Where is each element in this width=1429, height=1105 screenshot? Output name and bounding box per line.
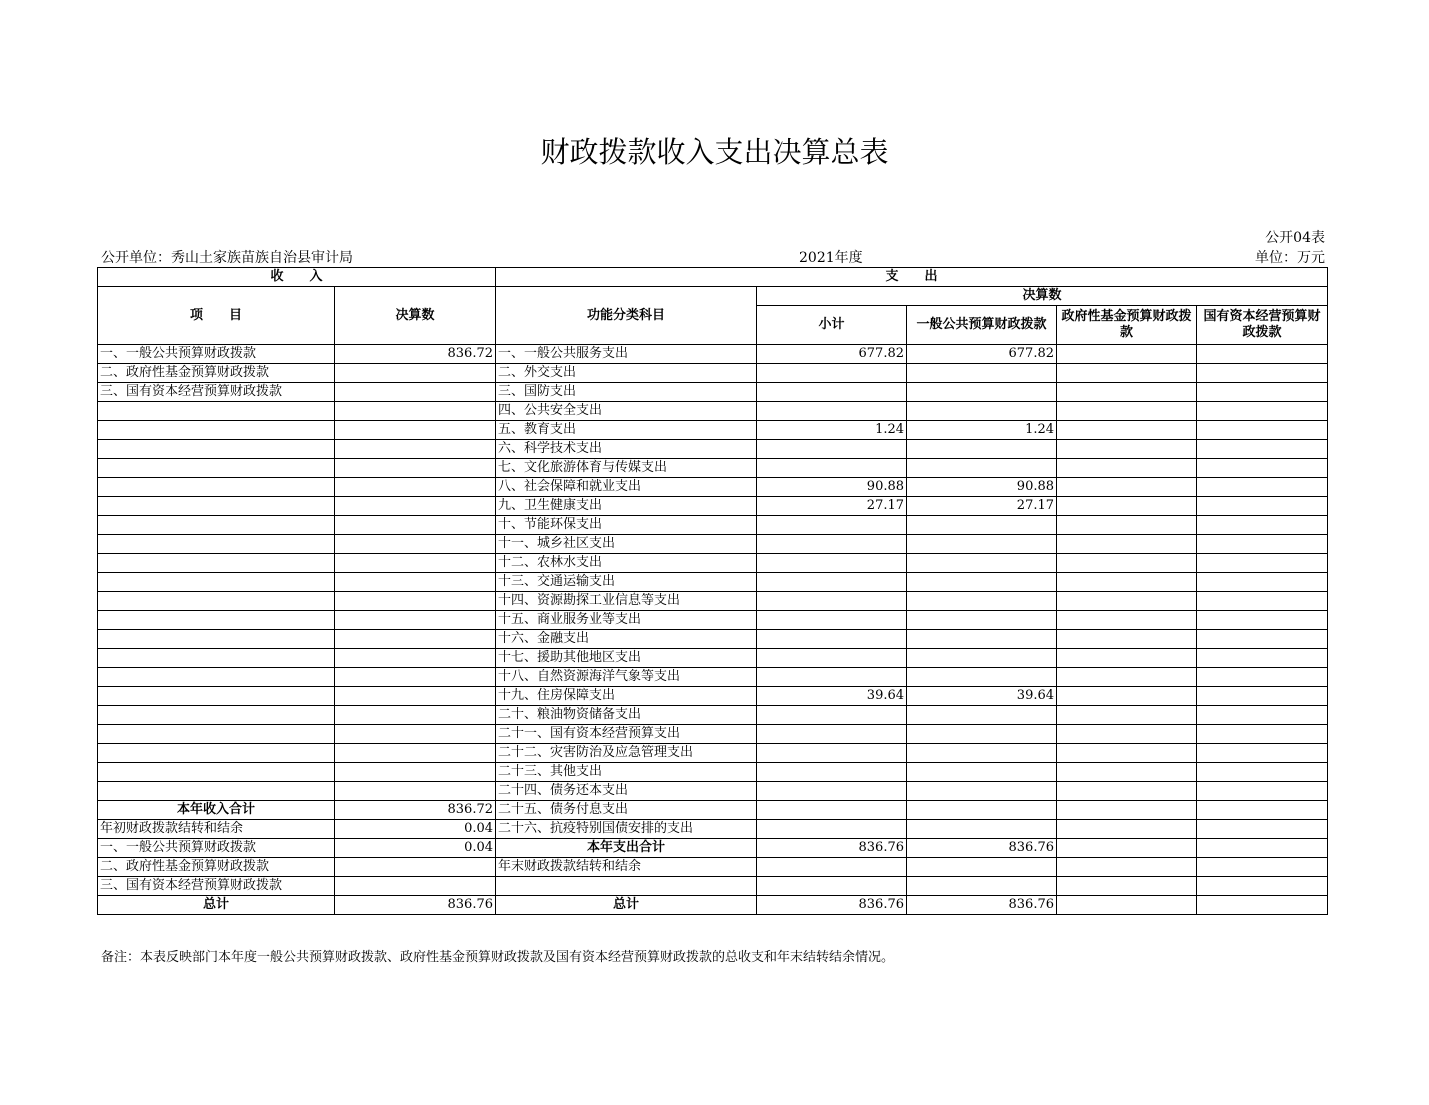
state-capital-cell — [1197, 668, 1328, 687]
table-row — [98, 573, 1328, 592]
expense-item-cell: 二十五、债务付息支出 — [496, 801, 757, 820]
table-row — [98, 364, 1328, 383]
state-capital-cell — [1197, 877, 1328, 896]
general-budget-cell — [907, 763, 1057, 782]
fund-budget-cell — [1057, 839, 1197, 858]
expense-item-cell: 四、公共安全支出 — [496, 402, 757, 421]
general-budget-cell: 90.88 — [907, 478, 1057, 497]
income-amount-cell — [335, 421, 496, 440]
expense-item-cell: 二十二、灾害防治及应急管理支出 — [496, 744, 757, 763]
state-capital-cell — [1197, 896, 1328, 915]
table-row — [98, 668, 1328, 687]
income-item-cell — [98, 554, 335, 573]
general-budget-cell — [907, 364, 1057, 383]
fund-budget-cell — [1057, 801, 1197, 820]
income-item-cell — [98, 516, 335, 535]
fund-budget-cell — [1057, 573, 1197, 592]
subtotal-cell — [757, 668, 907, 687]
general-budget-cell: 39.64 — [907, 687, 1057, 706]
state-capital-cell — [1197, 763, 1328, 782]
amount-group-header: 决算数 — [757, 287, 1328, 306]
general-budget-cell — [907, 801, 1057, 820]
state-capital-cell — [1197, 383, 1328, 402]
subtotal-cell — [757, 554, 907, 573]
income-amount-cell: 836.72 — [335, 801, 496, 820]
general-budget-cell — [907, 402, 1057, 421]
income-amount-cell — [335, 763, 496, 782]
general-budget-cell — [907, 554, 1057, 573]
expense-item-cell: 十五、商业服务业等支出 — [496, 611, 757, 630]
table-row — [98, 744, 1328, 763]
subtotal-cell — [757, 725, 907, 744]
expense-item-cell: 十八、自然资源海洋气象等支出 — [496, 668, 757, 687]
state-capital-cell — [1197, 516, 1328, 535]
expense-item-cell: 二十三、其他支出 — [496, 763, 757, 782]
state-capital-cell — [1197, 858, 1328, 877]
subtotal-cell — [757, 459, 907, 478]
state-capital-cell — [1197, 592, 1328, 611]
income-amount-cell — [335, 554, 496, 573]
income-amount-cell — [335, 535, 496, 554]
state-capital-cell — [1197, 535, 1328, 554]
general-budget-cell — [907, 668, 1057, 687]
income-item-cell: 一、一般公共预算财政拨款 — [98, 345, 335, 364]
general-budget-cell — [907, 573, 1057, 592]
state-capital-cell — [1197, 649, 1328, 668]
general-budget-cell — [907, 820, 1057, 839]
income-item-cell: 三、国有资本经营预算财政拨款 — [98, 877, 335, 896]
subtotal-cell — [757, 649, 907, 668]
state-capital-cell — [1197, 402, 1328, 421]
general-budget-cell: 836.76 — [907, 896, 1057, 915]
general-budget-cell — [907, 877, 1057, 896]
table-row — [98, 801, 1328, 820]
income-amount-cell — [335, 744, 496, 763]
table-row — [98, 383, 1328, 402]
general-budget-header: 一般公共预算财政拨款 — [907, 306, 1057, 345]
income-amount-cell — [335, 459, 496, 478]
subtotal-cell — [757, 402, 907, 421]
income-amount-cell — [335, 630, 496, 649]
table-row — [98, 497, 1328, 516]
general-budget-cell — [907, 440, 1057, 459]
subtotal-cell — [757, 744, 907, 763]
table-row — [98, 896, 1328, 915]
footnote: 备注：本表反映部门本年度一般公共预算财政拨款、政府性基金预算财政拨款及国有资本经营预算财政拨款的总收支和年末结转结余情况。 — [101, 950, 895, 965]
fund-budget-cell — [1057, 421, 1197, 440]
general-budget-cell: 677.82 — [907, 345, 1057, 364]
income-item-cell — [98, 573, 335, 592]
income-amount-cell — [335, 497, 496, 516]
income-item-cell — [98, 611, 335, 630]
subtotal-cell — [757, 877, 907, 896]
general-budget-cell — [907, 649, 1057, 668]
expense-header: 支 出 — [496, 268, 1328, 287]
table-row — [98, 611, 1328, 630]
income-amount-cell — [335, 383, 496, 402]
table-row — [98, 459, 1328, 478]
subtotal-cell: 1.24 — [757, 421, 907, 440]
expense-item-cell: 十二、农林水支出 — [496, 554, 757, 573]
table-row — [98, 421, 1328, 440]
table-row — [98, 402, 1328, 421]
income-amount-cell: 836.72 — [335, 345, 496, 364]
income-amount-cell — [335, 782, 496, 801]
fund-budget-cell — [1057, 763, 1197, 782]
state-capital-cell — [1197, 725, 1328, 744]
table-row — [98, 877, 1328, 896]
fund-budget-cell — [1057, 402, 1197, 421]
subtotal-cell: 677.82 — [757, 345, 907, 364]
state-capital-cell — [1197, 687, 1328, 706]
subtotal-cell: 27.17 — [757, 497, 907, 516]
fund-budget-cell — [1057, 497, 1197, 516]
income-item-cell — [98, 763, 335, 782]
income-amount-cell — [335, 573, 496, 592]
income-amount-cell — [335, 668, 496, 687]
income-amount-cell — [335, 440, 496, 459]
income-item-cell — [98, 497, 335, 516]
table-row — [98, 725, 1328, 744]
expense-item-cell — [496, 877, 757, 896]
income-item-cell — [98, 478, 335, 497]
fund-budget-cell — [1057, 744, 1197, 763]
expense-item-cell: 三、国防支出 — [496, 383, 757, 402]
table-row — [98, 535, 1328, 554]
state-capital-cell — [1197, 820, 1328, 839]
fund-budget-cell — [1057, 364, 1197, 383]
subtotal-cell — [757, 573, 907, 592]
state-capital-header: 国有资本经营预算财政拨款 — [1197, 306, 1328, 345]
state-capital-cell — [1197, 630, 1328, 649]
subtotal-cell: 90.88 — [757, 478, 907, 497]
expense-item-cell: 二十四、债务还本支出 — [496, 782, 757, 801]
fund-budget-cell — [1057, 820, 1197, 839]
general-budget-cell: 27.17 — [907, 497, 1057, 516]
fund-budget-header: 政府性基金预算财政拨款 — [1057, 306, 1197, 345]
state-capital-cell — [1197, 478, 1328, 497]
general-budget-cell — [907, 706, 1057, 725]
table-row — [98, 687, 1328, 706]
fund-budget-cell — [1057, 782, 1197, 801]
subtotal-cell — [757, 516, 907, 535]
state-capital-cell — [1197, 611, 1328, 630]
expense-item-cell: 总计 — [496, 896, 757, 915]
income-item-cell — [98, 706, 335, 725]
income-item-cell — [98, 440, 335, 459]
income-item-cell — [98, 459, 335, 478]
income-item-cell — [98, 725, 335, 744]
subtotal-cell: 836.76 — [757, 839, 907, 858]
subtotal-cell — [757, 763, 907, 782]
subtotal-cell: 39.64 — [757, 687, 907, 706]
subtotal-cell — [757, 801, 907, 820]
general-budget-cell: 1.24 — [907, 421, 1057, 440]
table-row — [98, 554, 1328, 573]
expense-item-cell: 五、教育支出 — [496, 421, 757, 440]
general-budget-cell — [907, 782, 1057, 801]
state-capital-cell — [1197, 364, 1328, 383]
state-capital-cell — [1197, 459, 1328, 478]
expense-item-cell: 十一、城乡社区支出 — [496, 535, 757, 554]
amount-header: 决算数 — [335, 287, 496, 345]
table-row — [98, 649, 1328, 668]
fund-budget-cell — [1057, 877, 1197, 896]
table-row — [98, 592, 1328, 611]
income-header: 收 入 — [98, 268, 496, 287]
subtotal-cell — [757, 858, 907, 877]
expense-item-cell: 二十、粮油物资储备支出 — [496, 706, 757, 725]
subtotal-cell — [757, 535, 907, 554]
subtotal-cell — [757, 592, 907, 611]
fund-budget-cell — [1057, 383, 1197, 402]
table-row — [98, 516, 1328, 535]
table-row — [98, 782, 1328, 801]
expense-item-cell: 本年支出合计 — [496, 839, 757, 858]
fund-budget-cell — [1057, 516, 1197, 535]
income-amount-cell — [335, 516, 496, 535]
expense-item-cell: 六、科学技术支出 — [496, 440, 757, 459]
state-capital-cell — [1197, 744, 1328, 763]
table-row — [98, 820, 1328, 839]
fiscal-year: 2021年度 — [799, 250, 863, 266]
fund-budget-cell — [1057, 896, 1197, 915]
fund-budget-cell — [1057, 725, 1197, 744]
fund-budget-cell — [1057, 345, 1197, 364]
reporting-unit: 公开单位：秀山土家族苗族自治县审计局 — [101, 250, 353, 266]
expense-item-cell: 十九、住房保障支出 — [496, 687, 757, 706]
expense-item-cell: 年末财政拨款结转和结余 — [496, 858, 757, 877]
subtotal-cell — [757, 820, 907, 839]
fund-budget-cell — [1057, 478, 1197, 497]
income-item-cell: 本年收入合计 — [98, 801, 335, 820]
expense-item-cell: 二十一、国有资本经营预算支出 — [496, 725, 757, 744]
table-body — [98, 345, 1328, 915]
fund-budget-cell — [1057, 649, 1197, 668]
income-amount-cell — [335, 592, 496, 611]
income-amount-cell: 0.04 — [335, 820, 496, 839]
expense-item-cell: 七、文化旅游体育与传媒支出 — [496, 459, 757, 478]
state-capital-cell — [1197, 706, 1328, 725]
income-amount-cell — [335, 611, 496, 630]
fund-budget-cell — [1057, 611, 1197, 630]
table-row — [98, 706, 1328, 725]
subtotal-cell — [757, 364, 907, 383]
expense-item-cell: 九、卫生健康支出 — [496, 497, 757, 516]
expense-item-cell: 十、节能环保支出 — [496, 516, 757, 535]
subtotal-cell — [757, 630, 907, 649]
income-amount-cell — [335, 858, 496, 877]
income-item-cell — [98, 630, 335, 649]
state-capital-cell — [1197, 801, 1328, 820]
general-budget-cell — [907, 516, 1057, 535]
page-title: 财政拨款收入支出决算总表 — [540, 135, 889, 169]
income-amount-cell — [335, 364, 496, 383]
income-item-cell — [98, 402, 335, 421]
expense-item-cell: 十六、金融支出 — [496, 630, 757, 649]
table-row — [98, 763, 1328, 782]
expense-item-cell: 八、社会保障和就业支出 — [496, 478, 757, 497]
income-item-cell — [98, 421, 335, 440]
fund-budget-cell — [1057, 592, 1197, 611]
income-amount-cell: 836.76 — [335, 896, 496, 915]
item-header: 项 目 — [98, 287, 335, 345]
general-budget-cell — [907, 744, 1057, 763]
subtotal-cell — [757, 440, 907, 459]
income-amount-cell — [335, 478, 496, 497]
expense-item-cell: 十三、交通运输支出 — [496, 573, 757, 592]
income-item-cell: 一、一般公共预算财政拨款 — [98, 839, 335, 858]
general-budget-cell — [907, 459, 1057, 478]
subtotal-cell — [757, 611, 907, 630]
income-item-cell: 总计 — [98, 896, 335, 915]
table-row — [98, 858, 1328, 877]
currency-unit: 单位：万元 — [1255, 250, 1325, 266]
subtotal-cell — [757, 383, 907, 402]
state-capital-cell — [1197, 440, 1328, 459]
general-budget-cell — [907, 725, 1057, 744]
state-capital-cell — [1197, 554, 1328, 573]
expense-item-cell: 一、一般公共服务支出 — [496, 345, 757, 364]
income-item-cell — [98, 744, 335, 763]
fund-budget-cell — [1057, 858, 1197, 877]
income-item-cell — [98, 687, 335, 706]
state-capital-cell — [1197, 782, 1328, 801]
function-category-header: 功能分类科目 — [496, 287, 757, 345]
expense-item-cell: 二十六、抗疫特别国债安排的支出 — [496, 820, 757, 839]
general-budget-cell — [907, 592, 1057, 611]
general-budget-cell — [907, 383, 1057, 402]
state-capital-cell — [1197, 497, 1328, 516]
general-budget-cell — [907, 535, 1057, 554]
expense-item-cell: 十四、资源勘探工业信息等支出 — [496, 592, 757, 611]
form-number: 公开04表 — [1265, 230, 1325, 246]
table-row — [98, 440, 1328, 459]
income-item-cell: 二、政府性基金预算财政拨款 — [98, 858, 335, 877]
income-amount-cell — [335, 877, 496, 896]
expense-item-cell: 二、外交支出 — [496, 364, 757, 383]
income-item-cell: 三、国有资本经营预算财政拨款 — [98, 383, 335, 402]
fund-budget-cell — [1057, 668, 1197, 687]
expense-item-cell: 十七、援助其他地区支出 — [496, 649, 757, 668]
general-budget-cell — [907, 630, 1057, 649]
fund-budget-cell — [1057, 459, 1197, 478]
income-amount-cell — [335, 687, 496, 706]
income-item-cell — [98, 782, 335, 801]
income-amount-cell — [335, 402, 496, 421]
income-amount-cell — [335, 649, 496, 668]
subtotal-cell: 836.76 — [757, 896, 907, 915]
income-item-cell — [98, 592, 335, 611]
fund-budget-cell — [1057, 535, 1197, 554]
income-item-cell — [98, 668, 335, 687]
income-amount-cell: 0.04 — [335, 839, 496, 858]
income-amount-cell — [335, 706, 496, 725]
income-item-cell — [98, 649, 335, 668]
fund-budget-cell — [1057, 554, 1197, 573]
state-capital-cell — [1197, 839, 1328, 858]
income-item-cell: 二、政府性基金预算财政拨款 — [98, 364, 335, 383]
general-budget-cell: 836.76 — [907, 839, 1057, 858]
income-amount-cell — [335, 725, 496, 744]
table-row — [98, 478, 1328, 497]
general-budget-cell — [907, 611, 1057, 630]
table-row — [98, 839, 1328, 858]
state-capital-cell — [1197, 573, 1328, 592]
income-item-cell: 年初财政拨款结转和结余 — [98, 820, 335, 839]
fund-budget-cell — [1057, 440, 1197, 459]
subtotal-cell — [757, 782, 907, 801]
budget-table — [97, 267, 1328, 915]
table-row — [98, 630, 1328, 649]
state-capital-cell — [1197, 421, 1328, 440]
income-item-cell — [98, 535, 335, 554]
fund-budget-cell — [1057, 706, 1197, 725]
general-budget-cell — [907, 858, 1057, 877]
fund-budget-cell — [1057, 687, 1197, 706]
subtotal-cell — [757, 706, 907, 725]
fund-budget-cell — [1057, 630, 1197, 649]
table-row — [98, 345, 1328, 364]
subtotal-header: 小计 — [757, 306, 907, 345]
state-capital-cell — [1197, 345, 1328, 364]
